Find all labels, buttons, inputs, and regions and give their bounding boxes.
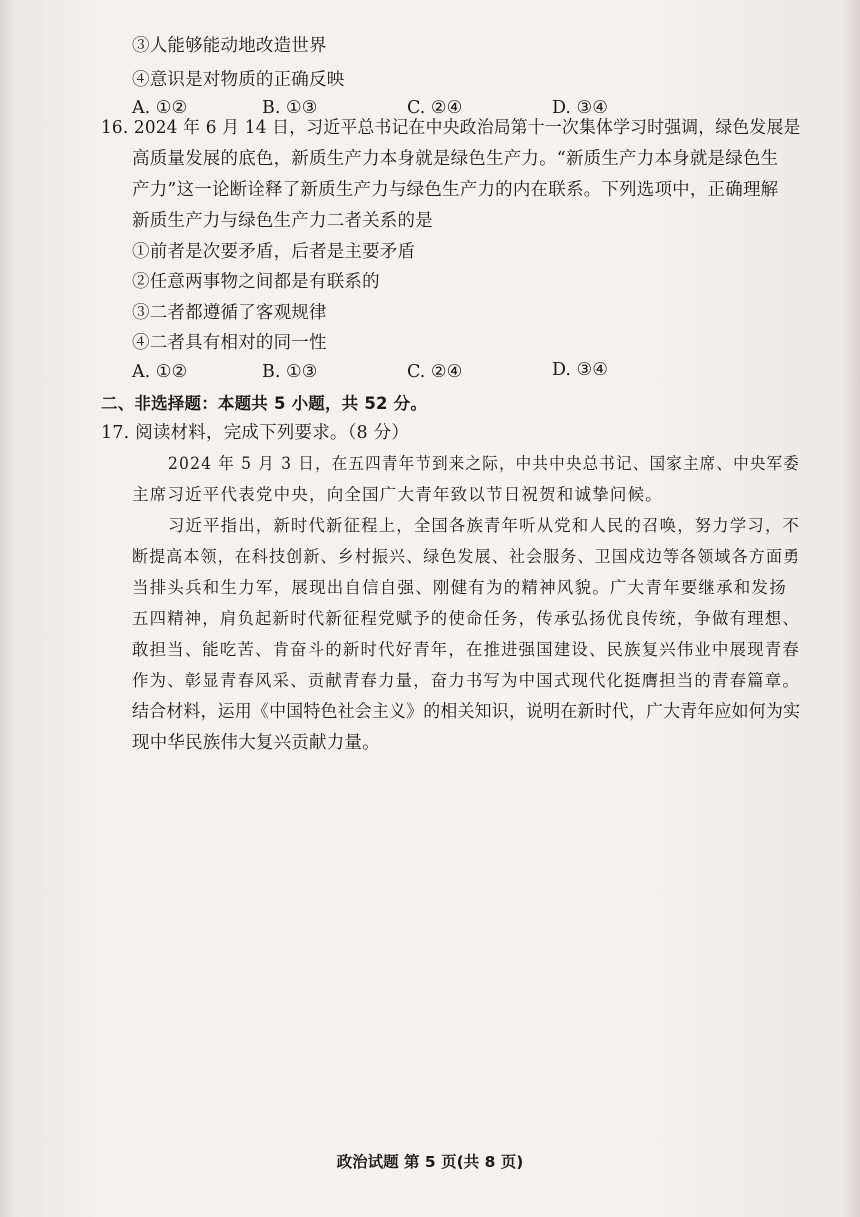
- q17-material-p1-line-1: 2024 年 5 月 3 日，在五四青年节到来之际，中共中央总书记、国家主席、中央军委: [168, 454, 801, 473]
- q16-option-a: A. ①②: [132, 362, 188, 382]
- q16-stem-line-2: 高质量发展的底色，新质生产力本身就是绿色生产力。“新质生产力本身就是绿色生: [132, 149, 779, 169]
- q17-material-p2-line-1: 习近平指出，新时代新征程上，全国各族青年听从党和人民的召唤，努力学习，不: [168, 516, 801, 535]
- page-edge-shadow-right: [842, 0, 860, 1217]
- q17-material-p2-line-4: 五四精神，肩负起新时代新征程党赋予的使命任务，传承弘扬优良传统，争做有理想、: [132, 609, 800, 628]
- q17-question-line-1: 结合材料，运用《中国特色社会主义》的相关知识，说明在新时代，广大青年应如何为实: [132, 702, 801, 722]
- q17-material-p2-line-3: 当排头兵和生力军，展现出自信自强、刚健有为的精神风貌。广大青年要继承和发扬: [132, 578, 787, 597]
- q16-stem-line-1: 16. 2024 年 6 月 14 日，习近平总书记在中央政治局第十一次集体学习时强调，绿色发展是: [101, 118, 801, 138]
- q15-option-a: A. ①②: [132, 98, 188, 118]
- q16-option-c: C. ②④: [407, 362, 463, 382]
- q15-item-3: ③人能够能动地改造世界: [132, 36, 327, 56]
- q15-item-4: ④意识是对物质的正确反映: [132, 70, 345, 90]
- page-footer: 政治试题 第 5 页(共 8 页): [336, 1153, 524, 1171]
- section-heading-non-choice: 二、非选择题：本题共 5 小题，共 52 分。: [101, 394, 428, 413]
- q17-title: 17. 阅读材料，完成下列要求。（8 分）: [101, 423, 410, 443]
- q16-option-b: B. ①③: [262, 362, 318, 382]
- q15-option-b: B. ①③: [262, 98, 318, 118]
- q16-option-d: D. ③④: [552, 360, 608, 380]
- q15-option-d: D. ③④: [552, 98, 608, 118]
- q17-material-p2-line-5: 敢担当、能吃苦、肯奋斗的新时代好青年，在推进强国建设、民族复兴伟业中展现青春: [132, 640, 800, 659]
- q16-item-4: ④二者具有相对的同一性: [132, 333, 327, 353]
- page-edge-shadow-left: [0, 0, 14, 1217]
- q17-material-p2-line-2: 断提高本领，在科技创新、乡村振兴、绿色发展、社会服务、卫国戍边等各领域各方面勇: [132, 547, 801, 566]
- q16-stem-line-4: 新质生产力与绿色生产力二者关系的是: [132, 211, 433, 231]
- q17-question-line-2: 现中华民族伟大复兴贡献力量。: [132, 733, 380, 753]
- q17-material-p2-line-6: 作为、彰显青春风采、贡献青春力量，奋力书写为中国式现代化挺膺担当的青春篇章。: [132, 671, 800, 690]
- q16-item-2: ②任意两事物之间都是有联系的: [132, 272, 380, 292]
- q15-option-c: C. ②④: [407, 98, 463, 118]
- q16-item-1: ①前者是次要矛盾，后者是主要矛盾: [132, 242, 416, 262]
- q16-item-3: ③二者都遵循了客观规律: [132, 303, 327, 323]
- q17-material-p1-line-2: 主席习近平代表党中央，向全国广大青年致以节日祝贺和诚挚问候。: [132, 485, 663, 504]
- q16-stem-line-3: 产力”这一论断诠释了新质生产力与绿色生产力的内在联系。下列选项中，正确理解: [132, 180, 779, 200]
